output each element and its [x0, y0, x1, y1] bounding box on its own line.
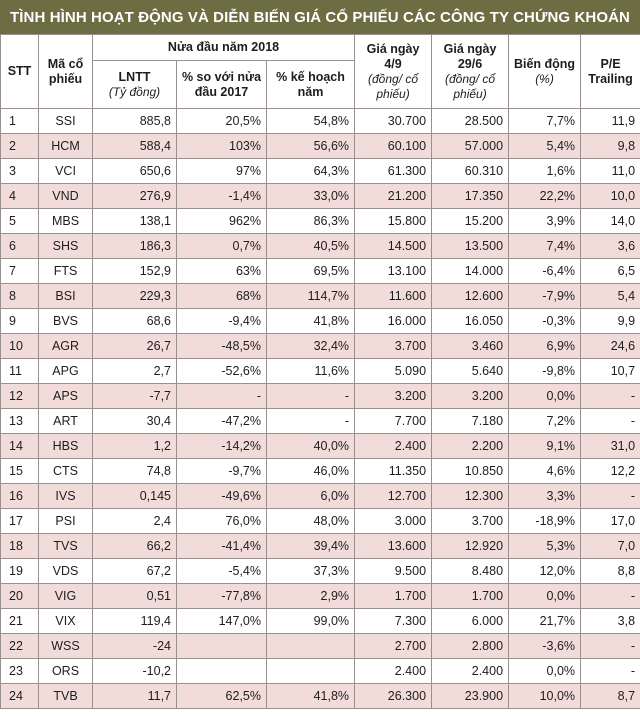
- table-row: [1, 209, 640, 234]
- cell-profit: 66,2: [93, 534, 177, 559]
- cell-ticker: HCM: [39, 134, 93, 159]
- table-row: [1, 584, 640, 609]
- cell-price-sep: 12.700: [355, 484, 432, 509]
- cell-price-jun: 60.310: [432, 159, 509, 184]
- cell-pe: 8,7: [581, 684, 640, 709]
- securities-table: [0, 34, 640, 709]
- cell-profit: 68,6: [93, 309, 177, 334]
- cell-pe: -: [581, 384, 640, 409]
- cell-pct-plan: [267, 659, 355, 684]
- cell-change: 0,0%: [509, 659, 581, 684]
- cell-price-sep: 11.350: [355, 459, 432, 484]
- cell-stt: 14: [1, 434, 39, 459]
- cell-ticker: PSI: [39, 509, 93, 534]
- cell-price-jun: 17.350: [432, 184, 509, 209]
- cell-price-jun: 6.000: [432, 609, 509, 634]
- cell-vs-h1-2017: -47,2%: [177, 409, 267, 434]
- table-row: [1, 234, 640, 259]
- cell-profit: 276,9: [93, 184, 177, 209]
- cell-pct-plan: -: [267, 409, 355, 434]
- cell-profit: 11,7: [93, 684, 177, 709]
- cell-pct-plan: 40,0%: [267, 434, 355, 459]
- cell-profit: 138,1: [93, 209, 177, 234]
- cell-ticker: VCI: [39, 159, 93, 184]
- cell-price-sep: 26.300: [355, 684, 432, 709]
- table-row: [1, 509, 640, 534]
- cell-change: 6,9%: [509, 334, 581, 359]
- cell-price-jun: 1.700: [432, 584, 509, 609]
- cell-stt: 2: [1, 134, 39, 159]
- cell-pe: 9,8: [581, 134, 640, 159]
- cell-price-sep: 3.700: [355, 334, 432, 359]
- header-pct-plan: % kế hoạch năm: [267, 61, 355, 109]
- header-price-jun-label: Giá ngày 29/6: [443, 41, 497, 71]
- cell-profit: 1,2: [93, 434, 177, 459]
- cell-price-sep: 30.700: [355, 109, 432, 134]
- cell-price-jun: 2.400: [432, 659, 509, 684]
- cell-price-sep: 13.600: [355, 534, 432, 559]
- cell-pct-plan: 40,5%: [267, 234, 355, 259]
- cell-vs-h1-2017: 62,5%: [177, 684, 267, 709]
- cell-price-jun: 23.900: [432, 684, 509, 709]
- table-row: [1, 459, 640, 484]
- cell-price-jun: 3.460: [432, 334, 509, 359]
- cell-change: 21,7%: [509, 609, 581, 634]
- cell-profit: -7,7: [93, 384, 177, 409]
- cell-ticker: APS: [39, 384, 93, 409]
- cell-profit: -24: [93, 634, 177, 659]
- table-row: [1, 609, 640, 634]
- table-row: [1, 334, 640, 359]
- cell-change: 4,6%: [509, 459, 581, 484]
- cell-pe: 3,6: [581, 234, 640, 259]
- cell-pe: 10,0: [581, 184, 640, 209]
- cell-change: 12,0%: [509, 559, 581, 584]
- cell-vs-h1-2017: 103%: [177, 134, 267, 159]
- cell-ticker: BSI: [39, 284, 93, 309]
- table-header: [1, 35, 640, 109]
- header-profit-label: LNTT: [118, 69, 151, 84]
- cell-stt: 16: [1, 484, 39, 509]
- cell-profit: 26,7: [93, 334, 177, 359]
- cell-stt: 20: [1, 584, 39, 609]
- cell-profit: 152,9: [93, 259, 177, 284]
- cell-price-sep: 15.800: [355, 209, 432, 234]
- cell-vs-h1-2017: 147,0%: [177, 609, 267, 634]
- cell-change: 3,9%: [509, 209, 581, 234]
- cell-vs-h1-2017: -5,4%: [177, 559, 267, 584]
- cell-vs-h1-2017: 0,7%: [177, 234, 267, 259]
- cell-pct-plan: 114,7%: [267, 284, 355, 309]
- cell-change: 7,2%: [509, 409, 581, 434]
- header-stt: STT: [1, 35, 39, 109]
- cell-change: 7,4%: [509, 234, 581, 259]
- cell-vs-h1-2017: -49,6%: [177, 484, 267, 509]
- cell-ticker: SHS: [39, 234, 93, 259]
- table-row: [1, 534, 640, 559]
- cell-ticker: TVB: [39, 684, 93, 709]
- cell-pe: 3,8: [581, 609, 640, 634]
- cell-price-sep: 14.500: [355, 234, 432, 259]
- cell-profit: 186,3: [93, 234, 177, 259]
- cell-pct-plan: 46,0%: [267, 459, 355, 484]
- cell-price-jun: 2.800: [432, 634, 509, 659]
- cell-ticker: TVS: [39, 534, 93, 559]
- cell-pe: -: [581, 584, 640, 609]
- cell-pct-plan: 99,0%: [267, 609, 355, 634]
- cell-change: 5,3%: [509, 534, 581, 559]
- cell-change: -18,9%: [509, 509, 581, 534]
- cell-profit: 588,4: [93, 134, 177, 159]
- cell-price-jun: 12.300: [432, 484, 509, 509]
- cell-ticker: VIG: [39, 584, 93, 609]
- cell-change: -0,3%: [509, 309, 581, 334]
- cell-vs-h1-2017: -9,4%: [177, 309, 267, 334]
- header-change: [509, 35, 581, 109]
- table-row: [1, 559, 640, 584]
- header-price-sep-label: Giá ngày 4/9: [366, 41, 420, 71]
- cell-ticker: AGR: [39, 334, 93, 359]
- header-group-h1-2018: Nửa đầu năm 2018: [93, 35, 355, 61]
- table-row: [1, 309, 640, 334]
- table-row: [1, 259, 640, 284]
- cell-stt: 5: [1, 209, 39, 234]
- cell-stt: 4: [1, 184, 39, 209]
- header-change-unit: (%): [535, 71, 554, 86]
- cell-pe: 11,9: [581, 109, 640, 134]
- cell-stt: 3: [1, 159, 39, 184]
- cell-profit: 30,4: [93, 409, 177, 434]
- cell-stt: 10: [1, 334, 39, 359]
- cell-vs-h1-2017: 63%: [177, 259, 267, 284]
- cell-pct-plan: 37,3%: [267, 559, 355, 584]
- cell-price-jun: 5.640: [432, 359, 509, 384]
- cell-profit: 650,6: [93, 159, 177, 184]
- table-row: [1, 634, 640, 659]
- cell-pe: 9,9: [581, 309, 640, 334]
- cell-pe: 5,4: [581, 284, 640, 309]
- cell-change: -6,4%: [509, 259, 581, 284]
- cell-vs-h1-2017: -48,5%: [177, 334, 267, 359]
- cell-price-sep: 16.000: [355, 309, 432, 334]
- cell-price-jun: 8.480: [432, 559, 509, 584]
- table-row: [1, 159, 640, 184]
- cell-ticker: MBS: [39, 209, 93, 234]
- cell-price-sep: 3.000: [355, 509, 432, 534]
- cell-price-jun: 15.200: [432, 209, 509, 234]
- cell-price-jun: 28.500: [432, 109, 509, 134]
- cell-ticker: ART: [39, 409, 93, 434]
- cell-change: 1,6%: [509, 159, 581, 184]
- cell-vs-h1-2017: 76,0%: [177, 509, 267, 534]
- cell-price-sep: 2.400: [355, 434, 432, 459]
- cell-pe: 12,2: [581, 459, 640, 484]
- cell-price-sep: 3.200: [355, 384, 432, 409]
- cell-pe: 11,0: [581, 159, 640, 184]
- cell-profit: 2,4: [93, 509, 177, 534]
- cell-change: 3,3%: [509, 484, 581, 509]
- cell-pct-plan: 33,0%: [267, 184, 355, 209]
- cell-price-jun: 16.050: [432, 309, 509, 334]
- cell-stt: 12: [1, 384, 39, 409]
- cell-change: -3,6%: [509, 634, 581, 659]
- cell-vs-h1-2017: 68%: [177, 284, 267, 309]
- cell-pe: 17,0: [581, 509, 640, 534]
- cell-price-jun: 13.500: [432, 234, 509, 259]
- cell-change: -7,9%: [509, 284, 581, 309]
- table-title: TÌNH HÌNH HOẠT ĐỘNG VÀ DIỄN BIẾN GIÁ CỔ PHIẾU CÁC CÔNG TY CHỨNG KHOÁN: [0, 0, 640, 34]
- cell-stt: 1: [1, 109, 39, 134]
- cell-stt: 11: [1, 359, 39, 384]
- cell-price-jun: 3.700: [432, 509, 509, 534]
- cell-vs-h1-2017: -9,7%: [177, 459, 267, 484]
- header-price-jun: [432, 35, 509, 109]
- cell-change: 5,4%: [509, 134, 581, 159]
- cell-pct-plan: 2,9%: [267, 584, 355, 609]
- cell-price-sep: 5.090: [355, 359, 432, 384]
- cell-price-sep: 1.700: [355, 584, 432, 609]
- table-row: [1, 134, 640, 159]
- cell-profit: 0,51: [93, 584, 177, 609]
- cell-vs-h1-2017: [177, 634, 267, 659]
- cell-stt: 17: [1, 509, 39, 534]
- cell-change: -9,8%: [509, 359, 581, 384]
- cell-ticker: ORS: [39, 659, 93, 684]
- cell-profit: 0,145: [93, 484, 177, 509]
- cell-pe: 8,8: [581, 559, 640, 584]
- cell-ticker: SSI: [39, 109, 93, 134]
- cell-vs-h1-2017: 97%: [177, 159, 267, 184]
- table-row: [1, 434, 640, 459]
- cell-price-sep: 13.100: [355, 259, 432, 284]
- cell-ticker: VND: [39, 184, 93, 209]
- header-price-sep: [355, 35, 432, 109]
- cell-change: 10,0%: [509, 684, 581, 709]
- cell-pct-plan: 41,8%: [267, 309, 355, 334]
- cell-vs-h1-2017: -52,6%: [177, 359, 267, 384]
- header-profit-unit: (Tỷ đồng): [108, 84, 161, 99]
- cell-vs-h1-2017: -1,4%: [177, 184, 267, 209]
- cell-profit: 2,7: [93, 359, 177, 384]
- cell-stt: 8: [1, 284, 39, 309]
- cell-profit: -10,2: [93, 659, 177, 684]
- table-row: [1, 484, 640, 509]
- cell-stt: 15: [1, 459, 39, 484]
- cell-pe: -: [581, 659, 640, 684]
- table-row: [1, 359, 640, 384]
- cell-price-jun: 3.200: [432, 384, 509, 409]
- table-row: [1, 409, 640, 434]
- cell-ticker: BVS: [39, 309, 93, 334]
- cell-price-jun: 10.850: [432, 459, 509, 484]
- cell-pct-plan: 54,8%: [267, 109, 355, 134]
- cell-ticker: CTS: [39, 459, 93, 484]
- table-row: [1, 659, 640, 684]
- cell-vs-h1-2017: [177, 659, 267, 684]
- cell-ticker: APG: [39, 359, 93, 384]
- cell-price-jun: 12.600: [432, 284, 509, 309]
- cell-pe: 14,0: [581, 209, 640, 234]
- cell-price-sep: 9.500: [355, 559, 432, 584]
- cell-pct-plan: 86,3%: [267, 209, 355, 234]
- cell-pe: -: [581, 484, 640, 509]
- cell-stt: 23: [1, 659, 39, 684]
- cell-pct-plan: -: [267, 384, 355, 409]
- cell-stt: 22: [1, 634, 39, 659]
- cell-price-sep: 7.700: [355, 409, 432, 434]
- header-profit: [93, 61, 177, 109]
- cell-price-jun: 57.000: [432, 134, 509, 159]
- cell-stt: 19: [1, 559, 39, 584]
- cell-pe: 31,0: [581, 434, 640, 459]
- table-row: [1, 684, 640, 709]
- cell-pct-plan: 11,6%: [267, 359, 355, 384]
- cell-price-jun: 12.920: [432, 534, 509, 559]
- header-price-jun-unit: (đồng/ cổ phiếu): [445, 71, 496, 101]
- cell-pct-plan: 48,0%: [267, 509, 355, 534]
- cell-pct-plan: 32,4%: [267, 334, 355, 359]
- cell-change: 0,0%: [509, 384, 581, 409]
- table-body: [1, 109, 640, 709]
- cell-change: 0,0%: [509, 584, 581, 609]
- cell-change: 22,2%: [509, 184, 581, 209]
- cell-pe: -: [581, 409, 640, 434]
- table-row: [1, 184, 640, 209]
- cell-pct-plan: 64,3%: [267, 159, 355, 184]
- cell-price-jun: 14.000: [432, 259, 509, 284]
- cell-profit: 67,2: [93, 559, 177, 584]
- cell-price-sep: 21.200: [355, 184, 432, 209]
- cell-stt: 24: [1, 684, 39, 709]
- cell-stt: 7: [1, 259, 39, 284]
- cell-pe: 24,6: [581, 334, 640, 359]
- header-vs-h1-2017: % so với nửa đầu 2017: [177, 61, 267, 109]
- cell-price-sep: 61.300: [355, 159, 432, 184]
- table-row: [1, 384, 640, 409]
- cell-price-sep: 2.700: [355, 634, 432, 659]
- cell-pe: -: [581, 634, 640, 659]
- cell-ticker: WSS: [39, 634, 93, 659]
- header-price-sep-unit: (đồng/ cổ phiếu): [368, 71, 419, 101]
- cell-vs-h1-2017: 962%: [177, 209, 267, 234]
- cell-change: 9,1%: [509, 434, 581, 459]
- cell-price-sep: 60.100: [355, 134, 432, 159]
- cell-pe: 10,7: [581, 359, 640, 384]
- header-change-label: Biến động: [513, 56, 576, 71]
- cell-pct-plan: 69,5%: [267, 259, 355, 284]
- cell-pct-plan: 6,0%: [267, 484, 355, 509]
- cell-price-sep: 7.300: [355, 609, 432, 634]
- cell-stt: 6: [1, 234, 39, 259]
- cell-vs-h1-2017: -14,2%: [177, 434, 267, 459]
- cell-change: 7,7%: [509, 109, 581, 134]
- cell-stt: 18: [1, 534, 39, 559]
- table-row: [1, 109, 640, 134]
- header-pe-trailing: P/E Trailing: [581, 35, 640, 109]
- cell-ticker: FTS: [39, 259, 93, 284]
- cell-pct-plan: [267, 634, 355, 659]
- cell-pct-plan: 56,6%: [267, 134, 355, 159]
- cell-ticker: IVS: [39, 484, 93, 509]
- cell-ticker: VDS: [39, 559, 93, 584]
- cell-vs-h1-2017: -77,8%: [177, 584, 267, 609]
- cell-stt: 9: [1, 309, 39, 334]
- cell-pe: 7,0: [581, 534, 640, 559]
- cell-price-sep: 2.400: [355, 659, 432, 684]
- cell-vs-h1-2017: 20,5%: [177, 109, 267, 134]
- cell-vs-h1-2017: -: [177, 384, 267, 409]
- cell-profit: 885,8: [93, 109, 177, 134]
- cell-stt: 13: [1, 409, 39, 434]
- cell-ticker: VIX: [39, 609, 93, 634]
- cell-ticker: HBS: [39, 434, 93, 459]
- cell-profit: 74,8: [93, 459, 177, 484]
- cell-price-jun: 2.200: [432, 434, 509, 459]
- cell-pct-plan: 39,4%: [267, 534, 355, 559]
- cell-price-sep: 11.600: [355, 284, 432, 309]
- cell-stt: 21: [1, 609, 39, 634]
- cell-pe: 6,5: [581, 259, 640, 284]
- header-ticker: Mã cổ phiếu: [39, 35, 93, 109]
- cell-profit: 229,3: [93, 284, 177, 309]
- table-row: [1, 284, 640, 309]
- cell-price-jun: 7.180: [432, 409, 509, 434]
- cell-pct-plan: 41,8%: [267, 684, 355, 709]
- cell-profit: 119,4: [93, 609, 177, 634]
- cell-vs-h1-2017: -41,4%: [177, 534, 267, 559]
